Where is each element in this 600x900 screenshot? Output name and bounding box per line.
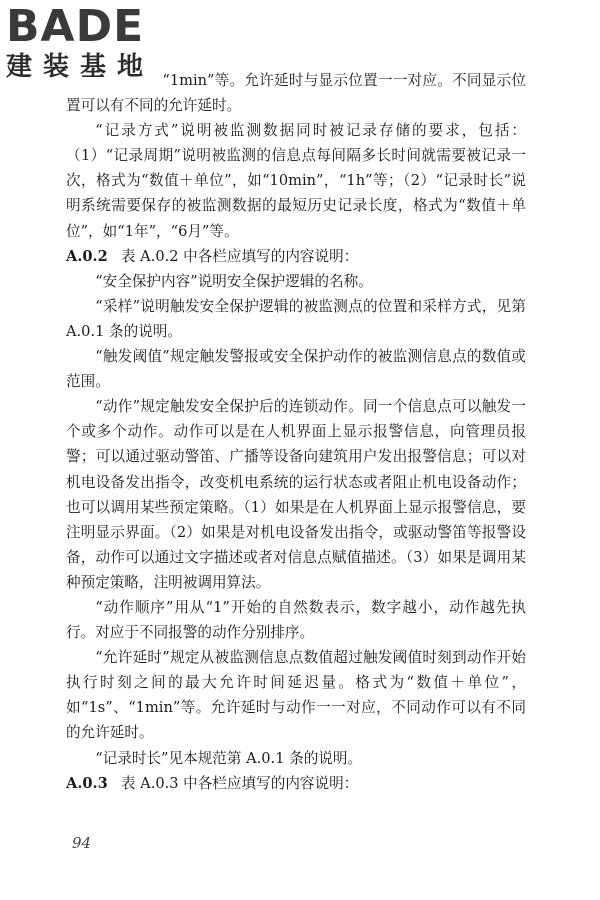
paragraph-text: “触发阈值”规定触发警报或安全保护动作的被监测信息点的数值或范围。 [66,348,526,391]
paragraph [66,68,526,118]
paragraph-text: “记录时长”见本规范第 A.0.1 条的说明。 [95,749,363,767]
paragraph-text: “允许延时”规定从被监测信息点数值超过触发阈值时刻到动作开始执行时刻之间的最大允许时间延迟量。格式为“数值＋单位”，如“1s”、“1min”等。允许延时与动作一一对应，不同动作可以有不同的允许延时。 [66,649,526,742]
paragraph [66,746,526,771]
paragraph [66,645,526,745]
logo-subtitle: 建装基地 [6,52,155,82]
document-body [66,68,526,796]
paragraph [66,595,526,645]
clause-number: A.0.3 [66,774,108,792]
clause-text: 表 A.0.2 中各栏应填写的内容说明： [120,247,359,265]
clause-heading [66,771,526,796]
paragraph-text: “1min”等。允许延时与显示位置一一对应。不同显示位置可以有不同的允许延时。 [66,72,526,115]
paragraph [66,294,526,344]
clause-text: 表 A.0.3 中各栏应填写的内容说明： [120,774,359,792]
paragraph [66,344,526,394]
paragraph-text: “安全保护内容”说明安全保护逻辑的名称。 [95,272,373,290]
clause-heading [66,244,526,269]
paragraph-text: “记录方式”说明被监测数据同时被记录存储的要求，包括：（1）“记录周期”说明被监测的信息点每间隔多长时间就需要被记录一次，格式为“数值＋单位”，如“10min”，“1h”等；（2）“记录时长”说明系统需要保存的被监测数据的最短历史记录长度，格式为“数值＋单位”，如“1年”，“6月”等。 [66,122,526,240]
logo-wordmark: BADE [6,1,145,52]
paragraph [66,394,526,595]
paragraph-text: “动作顺序”用从“1”开始的自然数表示，数字越小，动作越先执行。对应于不同报警的动作分别排序。 [66,598,526,642]
paragraph-text: “采样”说明触发安全保护逻辑的被监测点的位置和采样方式，见第 A.0.1 条的说明。 [66,297,526,340]
page-number: 94 [72,834,92,852]
paragraph-text: “动作”规定触发安全保护后的连锁动作。同一个信息点可以触发一个或多个动作。动作可以是在人机界面上显示报警信息，向管理员报警；可以通过驱动警笛、广播等设备向建筑用户发出报警信息；可以对机电设备发出指令，改变机电系统的运行状态或者阻止机电设备动作；也可以调用某些预定策略。（1）如果是在人机界面上显示报警信息，要注明显示界面。（2）如果是对机电设备发出指令，或驱动警笛等报警设备，动作可以通过文字描述或者对信息点赋值描述。（3）如果是调用某种预定策略，注明被调用算法。 [66,398,526,591]
paragraph [66,118,526,243]
clause-number: A.0.2 [66,247,108,265]
paragraph [66,269,526,294]
